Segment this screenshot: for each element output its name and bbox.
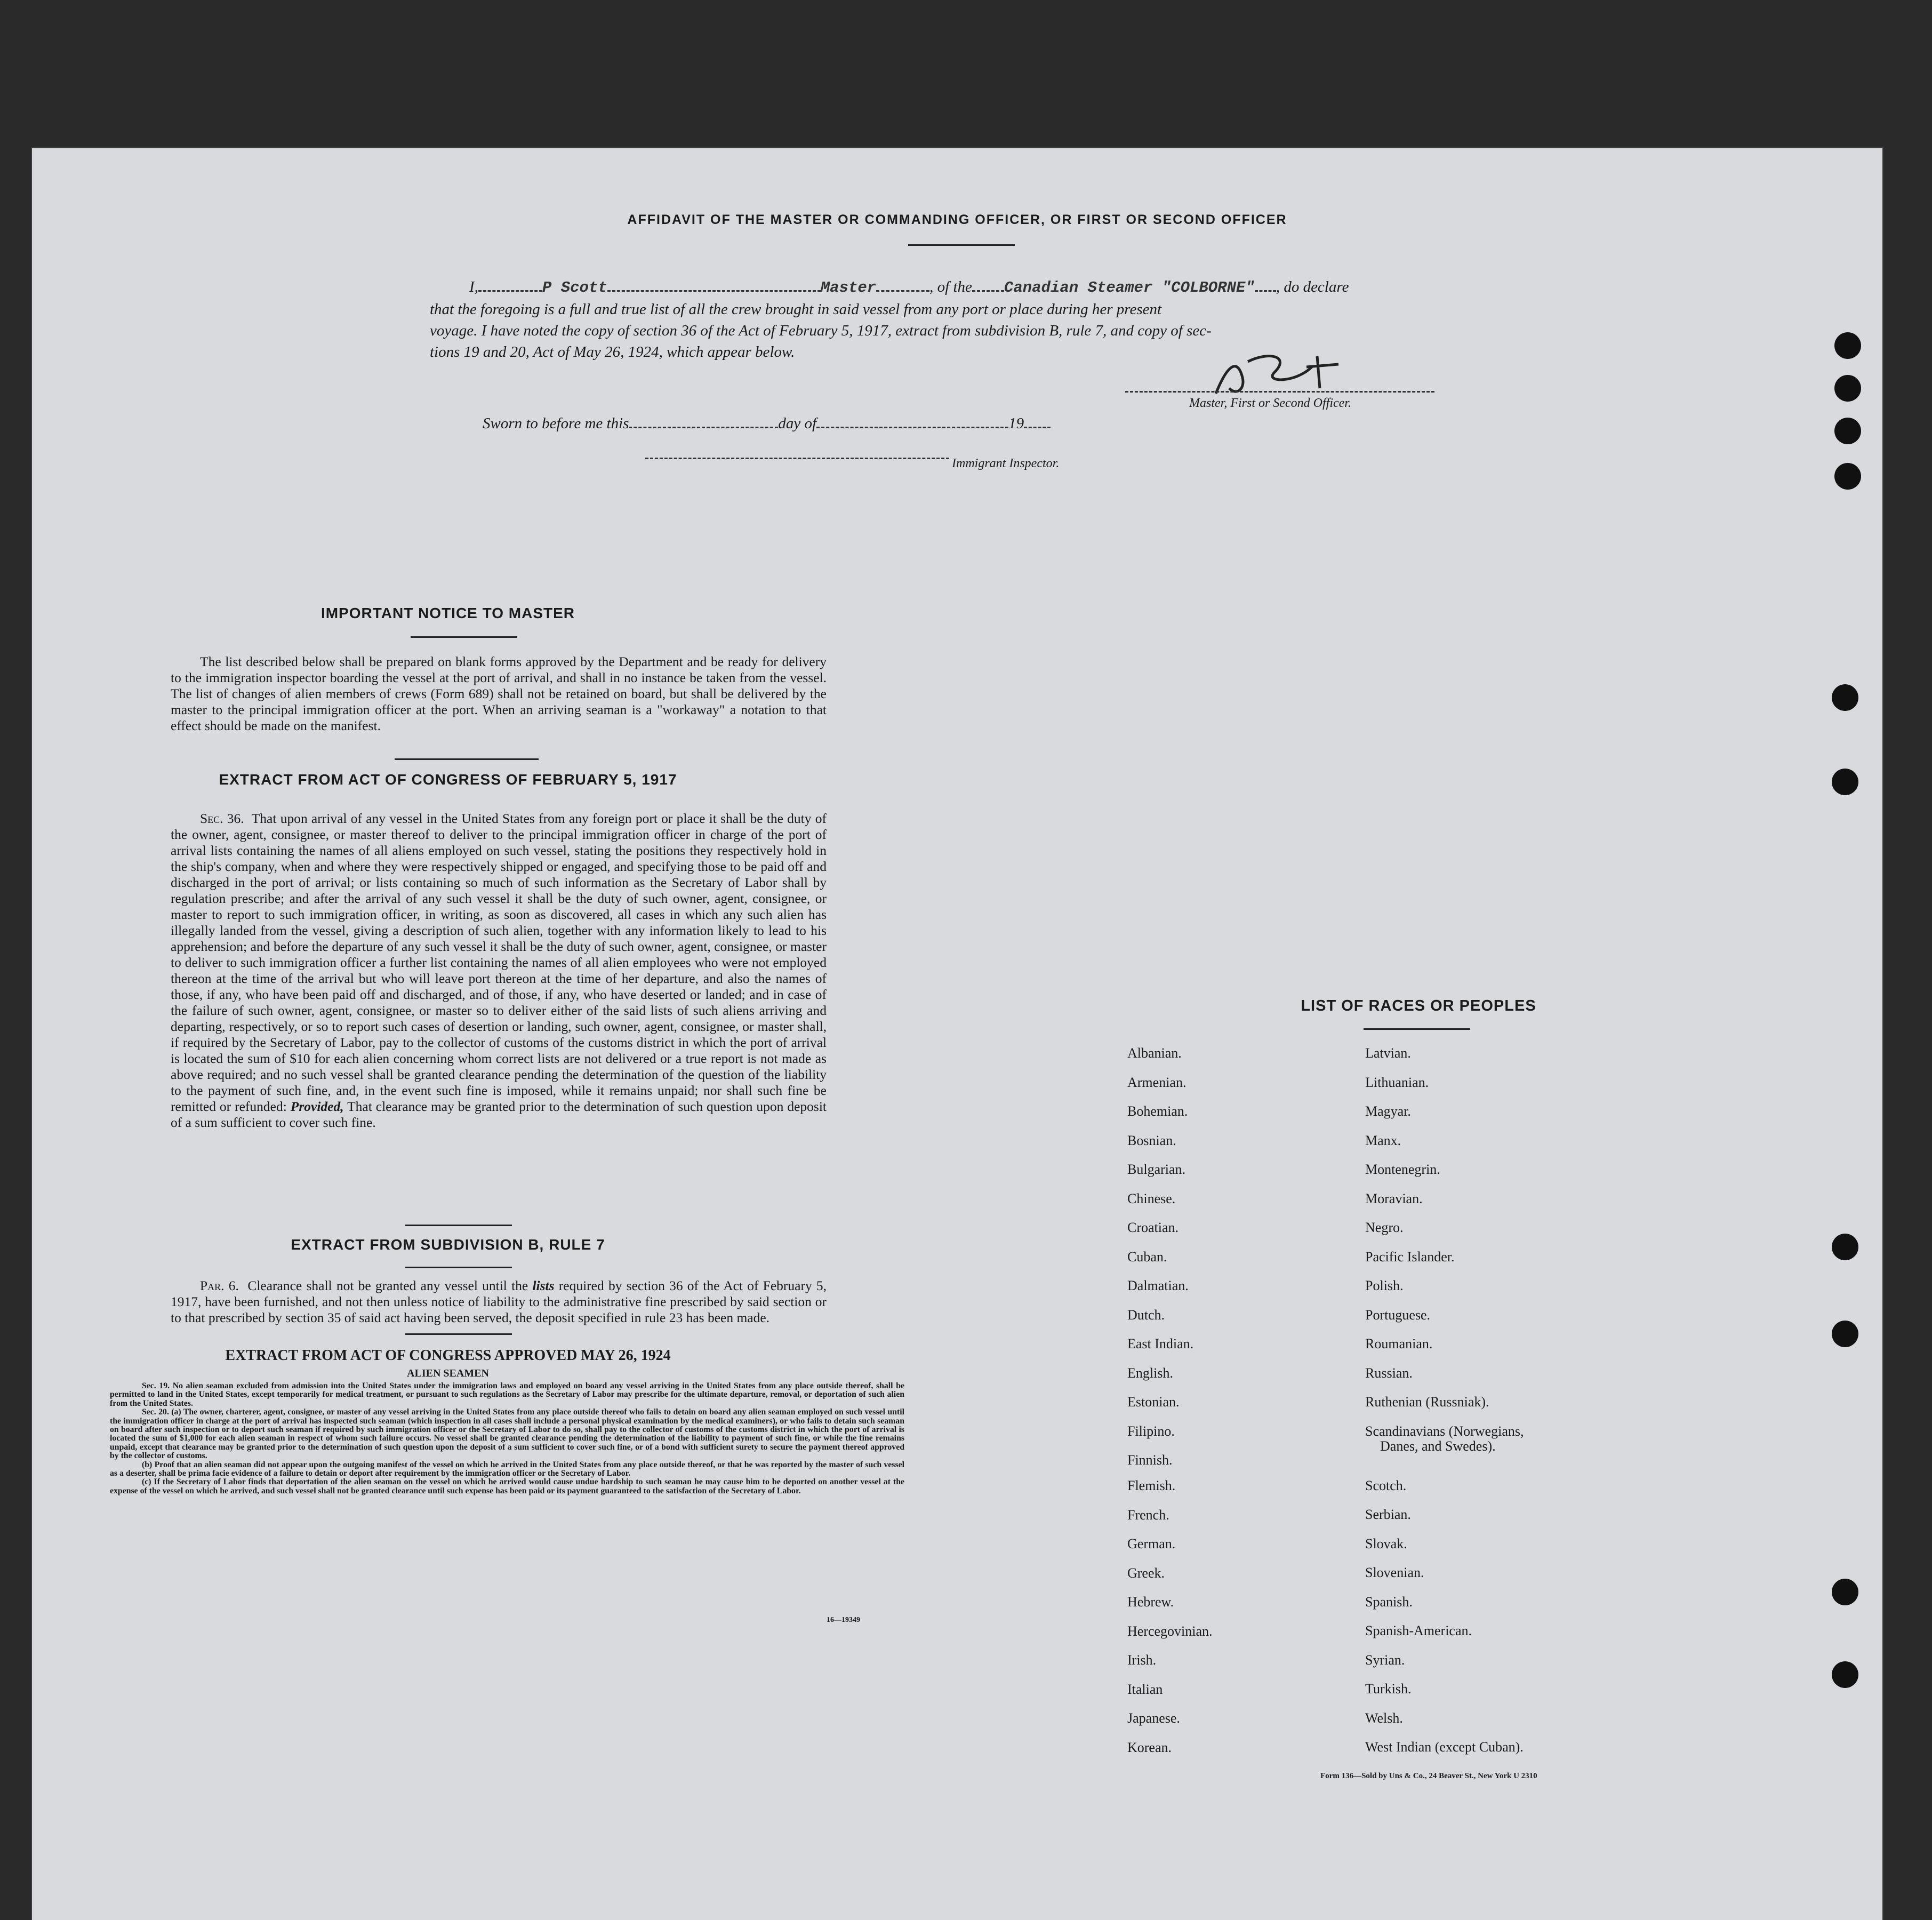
race-item: Portuguese.	[1365, 1307, 1431, 1323]
race-item: Serbian.	[1365, 1507, 1411, 1522]
punch-hole	[1832, 1234, 1858, 1260]
race-item: Welsh.	[1365, 1710, 1403, 1726]
provided-word: Provided,	[290, 1099, 344, 1114]
race-item: Lithuanian.	[1365, 1074, 1429, 1090]
title-rule	[908, 244, 1015, 246]
races-rule	[1364, 1028, 1470, 1030]
sworn-year: 19	[1008, 415, 1024, 432]
affidavit-line3: voyage. I have noted the copy of section 36 of the Act of February 5, 1917, extract from subdivision B, rule 7, and copy of sec-	[430, 322, 1212, 339]
race-item: Dutch.	[1127, 1307, 1165, 1323]
notice-rule	[411, 636, 517, 638]
race-item: Pacific Islander.	[1365, 1249, 1455, 1265]
extract-1917-end-rule	[405, 1225, 512, 1226]
race-item: Greek.	[1127, 1565, 1165, 1581]
of-the-label: , of the	[929, 278, 972, 295]
rank: Master	[820, 279, 877, 297]
race-item: Slovenian.	[1365, 1565, 1424, 1580]
races-title: LIST OF RACES OR PEOPLES	[1301, 997, 1536, 1014]
document-page	[32, 148, 1882, 1920]
i-label: I,	[469, 278, 478, 295]
vessel-name: Canadian Steamer "COLBORNE"	[1004, 279, 1255, 297]
races-right-column	[1365, 1045, 1642, 1769]
master-name: P Scott	[542, 279, 607, 297]
race-item: Spanish-American.	[1365, 1623, 1472, 1638]
handwritten-signature	[1205, 346, 1344, 404]
signature-line	[1125, 391, 1434, 393]
notice-end-rule	[395, 758, 539, 760]
race-item: English.	[1127, 1365, 1173, 1381]
race-item: Slovak.	[1365, 1535, 1407, 1551]
subdivision-block	[171, 1278, 827, 1326]
race-item: Spanish.	[1365, 1594, 1413, 1610]
extract-1924-subtitle: ALIEN SEAMEN	[407, 1367, 489, 1379]
subdivision-rule	[405, 1267, 512, 1268]
subdivision-body: Par. 6. Clearance shall not be granted any vessel until the lists required by section 36 of the Act of February 5, 1917, have been furnished, and not then unless notice of liability to the administrative fine prescribed by said section or to that prescribed by section 35 of said act having been served, the deposit specified in rule 23 has been made.	[171, 1278, 827, 1325]
race-item: Finnish.	[1127, 1452, 1173, 1468]
race-item: Chinese.	[1127, 1190, 1176, 1206]
race-item: Moravian.	[1365, 1190, 1423, 1206]
sec-19-text: Sec. 19. No alien seaman excluded from admission into the United States under the immigration laws and employed on board any vessel arriving in the United States from any place outside thereof, shall be permitted to land in the United States, except temporarily for medical treatment, or pursuant to such regulations as the Secretary of Labor may prescribe for the ultimate departure, removal, or deportation of such alien from the United States.	[110, 1381, 904, 1408]
race-item: Hercegovinian.	[1127, 1623, 1213, 1639]
punch-hole	[1832, 1579, 1858, 1605]
race-item: Bohemian.	[1127, 1103, 1188, 1119]
race-item: Latvian.	[1365, 1045, 1411, 1061]
punch-hole	[1834, 332, 1861, 359]
sec-20b-text: (b) Proof that an alien seaman did not appear upon the outgoing manifest of the vessel on which he arrived in the United States from any place outside thereof, or that he was reported by the master of such vessel as a deserter, shall be prima facie evidence of a failure to detain or deport after requirement by the immigration officer or the Secretary of Labor.	[110, 1460, 904, 1478]
race-item: East Indian.	[1127, 1336, 1194, 1351]
race-item: Dalmatian.	[1127, 1278, 1189, 1293]
subdivision-title: EXTRACT FROM SUBDIVISION B, RULE 7	[291, 1236, 605, 1253]
race-item: Croatian.	[1127, 1220, 1179, 1235]
form-code: 16—19349	[827, 1616, 860, 1624]
extract-1917-body: Sec. 36. That upon arrival of any vessel in the United States from any foreign port or place it shall be the duty of the owner, agent, consignee, or master thereof to deliver to the principal immigration officer in charge of the port of arrival lists containing the names of all aliens employed on such vessel, stating the positions they respectively hold in the ship's company, when and where they were respectively shipped or engaged, and specifying those to be paid off and discharged in the port of arrival; or lists containing so much of such information as the Secretary of Labor shall by regulation prescribe; and after the arrival of any such vessel it shall be the duty of such owner, agent, consignee, or master to report to such immigration officer, in writing, as soon as discovered, all cases in which any such alien has illegally landed from the vessel, giving a description of such alien, together with any information likely to lead to his apprehension; and before the departure of any such vessel it shall be the duty of such owner, agent, consignee, or master to deliver to such immigration officer a further list containing the names of all alien employees who were not employed thereon at the time of the arrival but who will leave port thereon at the time of her departure, and also the names of those, if any, who have been paid off and discharged, and of those, if any, who have deserted or landed; and in case of the failure of such owner, agent, consignee, or master so to deliver either of the said lists of such aliens arriving and departing, respectively, or so to report such cases of desertion or landing, such owner, agent, consignee, or master shall, if required by the Secretary of Labor, pay to the collector of customs of the customs district in which the port of arrival is located the sum of $10 for each alien concerning whom correct lists are not delivered or a true report is not made as above required; and no such vessel shall be granted clearance pending the determination of the question of the liability to the payment of such fine, and, in the event such fine is imposed, while it remains unpaid; nor shall such fine be remitted or refunded: Provided, That clearance may be granted prior to the determination of such question upon deposit of a sum sufficient to cover such fine.	[171, 811, 827, 1130]
punch-hole	[1832, 769, 1858, 795]
race-item: Syrian.	[1365, 1652, 1405, 1668]
race-item: Korean.	[1127, 1739, 1172, 1755]
punch-hole	[1834, 375, 1861, 402]
race-item: Bulgarian.	[1127, 1162, 1186, 1177]
punch-hole	[1834, 418, 1861, 444]
race-item: Ruthenian (Russniak).	[1365, 1394, 1489, 1410]
race-item: Polish.	[1365, 1278, 1404, 1293]
signature-caption: Master, First or Second Officer.	[1189, 396, 1351, 410]
extract-1917-block	[171, 811, 827, 1131]
race-item: Roumanian.	[1365, 1336, 1433, 1351]
sworn-line	[483, 415, 1051, 433]
subdivision-end-rule	[405, 1333, 512, 1335]
affidavit-line4: tions 19 and 20, Act of May 26, 1924, which appear below.	[430, 343, 795, 361]
race-item: Bosnian.	[1127, 1132, 1176, 1148]
sworn-day: day of	[778, 415, 817, 432]
race-item: Scandinavians (Norwegians,	[1365, 1423, 1524, 1439]
race-item: Manx.	[1365, 1132, 1401, 1148]
extract-1917-title: EXTRACT FROM ACT OF CONGRESS OF FEBRUARY 5, 1917	[219, 771, 677, 788]
race-item: Estonian.	[1127, 1394, 1180, 1410]
race-item: Irish.	[1127, 1652, 1157, 1668]
par-6-label: Par. 6.	[200, 1278, 239, 1293]
race-item: French.	[1127, 1507, 1169, 1523]
notice-body-block	[171, 654, 827, 734]
declare-label: , do declare	[1276, 278, 1349, 295]
sec-20a-text: Sec. 20. (a) The owner, charterer, agent, consignee, or master of any vessel arriving in the United States from any place outside thereof who fails to detain on board any alien seaman employed on such vessel until the immigration officer in charge at the port of arrival has inspected such seaman (which inspection in all cases shall include a personal physical examination by the medical examiners), or who fails to detain such seaman on board after such inspection or to deport such seaman if required by such immigration officer or the Secretary of Labor to do so, shall pay to the collector of customs of the customs district in which the port of arrival is located the sum of $1,000 for each alien seaman in respect of whom such failure occurs. No vessel shall be granted clearance pending the determination of the liability to payment of such fine, or while the fine remains unpaid, except that clearance may be granted prior to the determination of such question upon the deposit of a sum sufficient to cover such fine, or of a bond with sufficient surety to secure the payment thereof approved by the collector of customs.	[110, 1407, 904, 1461]
races-left-column	[1127, 1045, 1341, 1769]
punch-hole	[1832, 1661, 1858, 1688]
punch-hole	[1834, 463, 1861, 490]
race-item: Scotch.	[1365, 1477, 1407, 1493]
sec-36-label: Sec. 36.	[200, 811, 244, 826]
affidavit-line1	[469, 276, 1514, 299]
race-item: Russian.	[1365, 1365, 1413, 1381]
lists-word: lists	[532, 1278, 555, 1293]
race-item: Armenian.	[1127, 1074, 1187, 1090]
race-item: Hebrew.	[1127, 1594, 1174, 1610]
inspector-label: Immigrant Inspector.	[952, 457, 1060, 470]
race-item: West Indian (except Cuban).	[1365, 1739, 1524, 1755]
race-item: Montenegrin.	[1365, 1162, 1440, 1177]
notice-title: IMPORTANT NOTICE TO MASTER	[320, 605, 575, 621]
sworn-prefix: Sworn to before me this	[483, 415, 629, 432]
punch-hole	[1832, 1321, 1858, 1347]
form-footer: Form 136—Sold by Uns & Co., 24 Beaver St., New York U 2310	[1320, 1772, 1537, 1780]
affidavit-title: AFFIDAVIT OF THE MASTER OR COMMANDING OFFICER, OR FIRST OR SECOND OFFICER	[627, 212, 1287, 227]
affidavit-line2: that the foregoing is a full and true list of all the crew brought in said vessel from any port or place during her present	[430, 301, 1162, 318]
race-item: Negro.	[1365, 1220, 1404, 1235]
race-item: Filipino.	[1127, 1423, 1175, 1439]
extract-1924-block	[110, 1382, 904, 1495]
extract-1924-title: EXTRACT FROM ACT OF CONGRESS APPROVED MAY 26, 1924	[225, 1347, 671, 1364]
race-item: Italian	[1127, 1681, 1163, 1697]
race-item: Magyar.	[1365, 1103, 1411, 1119]
race-item: Danes, and Swedes).	[1380, 1438, 1496, 1454]
race-item: Albanian.	[1127, 1045, 1182, 1061]
sec-20c-text: (c) If the Secretary of Labor finds that deportation of the alien seaman on the vessel on which he arrived would cause undue hardship to such seaman he may cause him to be deported on another vessel at the expense of the vessel on which he arrived, and such vessel shall not be granted clearance until such expense has been paid or its payment guaranteed to the satisfaction of the Secretary of Labor.	[110, 1477, 904, 1495]
punch-hole	[1832, 684, 1858, 711]
race-item: Japanese.	[1127, 1710, 1180, 1726]
inspector-line	[645, 458, 949, 459]
race-item: Flemish.	[1127, 1478, 1176, 1493]
race-item: German.	[1127, 1536, 1176, 1551]
race-item: Turkish.	[1365, 1681, 1412, 1697]
race-item: Cuban.	[1127, 1249, 1167, 1265]
notice-body: The list described below shall be prepared on blank forms approved by the Department and be ready for delivery to the immigration inspector boarding the vessel at the port of arrival, and shall in no instance be taken from the vessel. The list of changes of alien members of crews (Form 689) shall not be retained on board, but shall be delivered by the master to the principal immigration officer at the port. When an arriving seaman is a "workaway" a notation to that effect should be made on the manifest.	[171, 654, 827, 733]
